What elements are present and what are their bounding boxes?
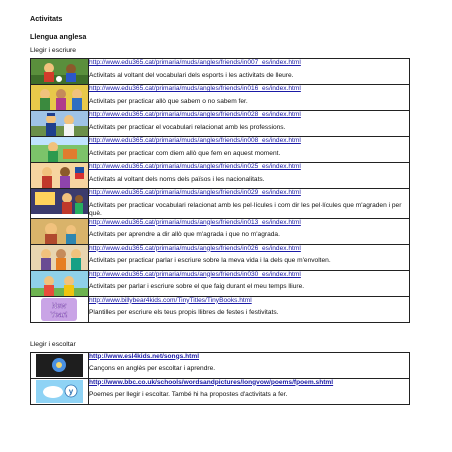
resource-description: Activitats per aprendre a dir allò que m'agrada i que no m'agrada. — [89, 231, 280, 238]
table-row — [31, 59, 410, 85]
resource-link[interactable]: http://www.edu365.cat/primaria/muds/angles/friends/in008_es/index.html — [89, 137, 301, 144]
section-heading-reading-writing: Llegir i escriure — [30, 47, 77, 54]
resource-description: Activitats per practicar parlar i escriure sobre la meva vida i la dels que m'envolten. — [89, 257, 331, 264]
table-row — [31, 163, 410, 189]
resource-cell — [89, 218, 410, 244]
thumbnail-cell — [31, 189, 89, 219]
resource-link[interactable]: http://www.billybear4kids.com/TinyTitles/TinyBooks.html — [89, 296, 252, 304]
resource-cell — [89, 352, 410, 378]
resource-cell — [89, 163, 410, 189]
resource-description: Activitats al voltant del vocabulari dels esports i les activitats de lleure. — [89, 71, 294, 79]
new-year-thumbnail-text-1: New — [51, 302, 67, 310]
thumbnail-cell — [31, 378, 89, 404]
resource-link[interactable]: http://www.esl4kids.net/songs.html — [89, 352, 200, 360]
resource-cell — [89, 296, 410, 322]
resource-description: Activitats al voltant dels noms dels països i les nacionalitats. — [89, 175, 265, 183]
thumbnail-cell — [31, 111, 89, 137]
resource-description: Plantilles per escriure els teus propis llibres de festes i festivitats. — [89, 309, 279, 316]
table-row — [31, 111, 410, 137]
professions-thumbnail[interactable] — [31, 111, 88, 136]
resource-link[interactable]: http://www.edu365.cat/primaria/muds/angles/friends/in016_es/index.html — [89, 85, 301, 92]
thumbnail-cell — [31, 85, 89, 111]
resource-cell — [89, 189, 410, 219]
sports-thumbnail[interactable] — [31, 59, 88, 84]
resource-link[interactable]: http://www.edu365.cat/primaria/muds/angles/friends/in029_es/index.html — [89, 189, 301, 196]
resource-description: Poemes per llegir i escoltar. També hi ha propostes d'activitats a fer. — [89, 391, 288, 398]
thumbnail-cell — [31, 296, 89, 322]
countries-thumbnail[interactable] — [31, 163, 88, 188]
resource-cell — [89, 378, 410, 404]
page-subtitle: Llengua anglesa — [30, 32, 87, 41]
resource-link[interactable]: http://www.edu365.cat/primaria/muds/angles/friends/in013_es/index.html — [89, 218, 301, 226]
resource-link[interactable]: http://www.edu365.cat/primaria/muds/angles/friends/in028_es/index.html — [89, 111, 301, 118]
resource-description: Activitats per practicar com diem allò que fem en aquest moment. — [89, 149, 281, 157]
thumbnail-cell — [31, 244, 89, 270]
resource-cell — [89, 137, 410, 163]
resource-link[interactable]: http://www.edu365.cat/primaria/muds/angles/friends/in007_es/index.html — [89, 59, 301, 66]
thumbnail-cell — [31, 218, 89, 244]
resource-description: Activitats per practicar el vocabulari relacionat amb les professions. — [89, 123, 286, 131]
table-row — [31, 270, 410, 296]
films-thumbnail[interactable] — [31, 189, 88, 214]
resource-description: Activitats per parlar i escriure sobre el que faig durant el meu temps lliure. — [89, 283, 305, 290]
new-year-thumbnail-text-2: Year! — [50, 311, 68, 319]
thumbnail-cell — [31, 59, 89, 85]
resource-link[interactable]: http://www.edu365.cat/primaria/muds/angles/friends/in030_es/index.html — [89, 270, 301, 278]
table-row — [31, 378, 410, 404]
resources-table-reading-writing — [30, 58, 410, 323]
resource-description: Cançons en anglès per escoltar i aprendre. — [89, 365, 216, 372]
thumbnail-cell — [31, 163, 89, 189]
poems-thumbnail-letter: y — [68, 386, 74, 396]
document-page — [30, 14, 410, 405]
table-row — [31, 244, 410, 270]
page-title: Activitats — [30, 14, 63, 23]
resource-cell — [89, 111, 410, 137]
resource-link[interactable]: http://www.bbc.co.uk/schools/wordsandpictures/longvow/poems/fpoem.shtml — [89, 378, 334, 386]
resource-link[interactable]: http://www.edu365.cat/primaria/muds/angles/friends/in025_es/index.html — [89, 163, 301, 170]
thumbnail-cell — [31, 137, 89, 163]
likes-thumbnail[interactable] — [31, 219, 88, 244]
table-row — [31, 296, 410, 322]
resource-cell — [89, 85, 410, 111]
present-continuous-thumbnail[interactable] — [31, 137, 88, 162]
resource-cell — [89, 270, 410, 296]
resource-cell — [89, 59, 410, 85]
table-row — [31, 352, 410, 378]
new-year-thumbnail[interactable] — [31, 297, 88, 322]
resource-description: Activitats per practicar vocabulari relacionat amb les pel·lícules i com dir les pel·lícules que m'agraden i per què. — [89, 201, 402, 217]
my-life-thumbnail[interactable] — [31, 245, 88, 270]
songs-thumbnail[interactable] — [31, 353, 88, 378]
resources-table-reading-listening — [30, 352, 410, 405]
table-row — [31, 137, 410, 163]
free-time-thumbnail[interactable] — [31, 271, 88, 296]
poems-thumbnail[interactable] — [31, 379, 88, 404]
table-row — [31, 85, 410, 111]
resource-cell — [89, 244, 410, 270]
table-row — [31, 189, 410, 219]
thumbnail-cell — [31, 352, 89, 378]
thumbnail-cell — [31, 270, 89, 296]
resource-link[interactable]: http://www.edu365.cat/primaria/muds/angles/friends/in026_es/index.html — [89, 244, 301, 252]
section-heading-reading-listening: Llegir i escoltar — [30, 340, 76, 348]
abilities-thumbnail[interactable] — [31, 85, 88, 110]
resource-description: Activitats per practicar allò que sabem o no sabem fer. — [89, 97, 248, 105]
table-row — [31, 218, 410, 244]
